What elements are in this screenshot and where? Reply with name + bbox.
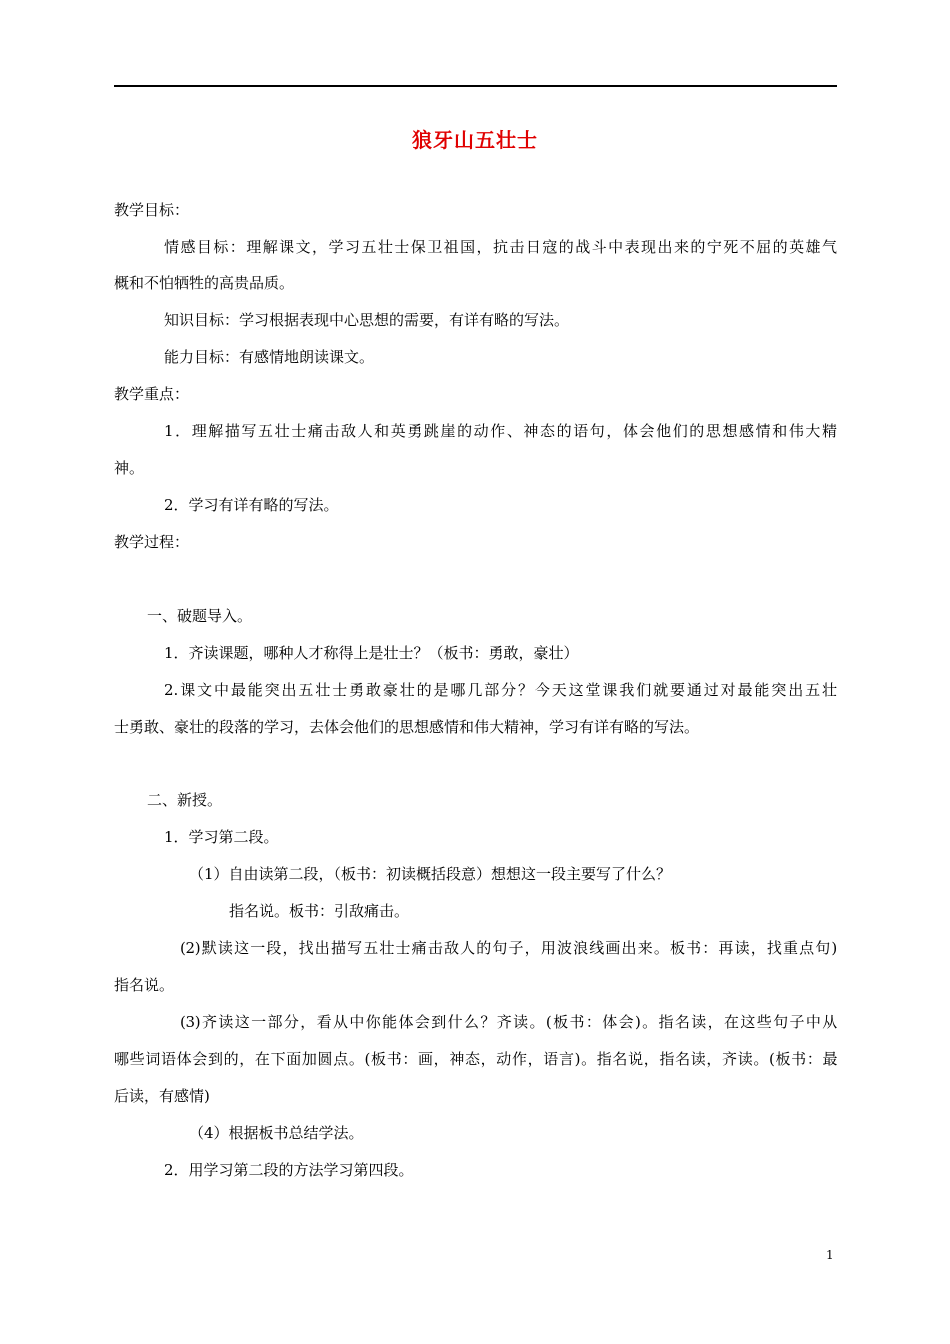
paragraph-line: 1．齐读课题，哪种人才称得上是壮士？（板书：勇敢，豪壮） bbox=[164, 644, 579, 662]
subsection-heading: 二、新授。 bbox=[147, 791, 223, 809]
paragraph-line: 知识目标：学习根据表现中心思想的需要，有详有略的写法。 bbox=[164, 311, 570, 329]
header-rule bbox=[114, 85, 837, 87]
page-number: 1 bbox=[826, 1248, 834, 1262]
paragraph-line: （4）根据板书总结学法。 bbox=[189, 1124, 364, 1142]
paragraph-line: 2．学习有详有略的写法。 bbox=[164, 496, 339, 514]
section-heading-objectives: 教学目标： bbox=[114, 201, 190, 219]
paragraph-line: 后读，有感情) bbox=[114, 1087, 210, 1105]
section-heading-process: 教学过程： bbox=[114, 533, 190, 551]
paragraph-line: 2.课文中最能突出五壮士勇敢豪壮的是哪几部分？今天这堂课我们就要通过对最能突出五壮 bbox=[164, 681, 837, 699]
paragraph-line: 指名说。板书：引敌痛击。 bbox=[229, 902, 410, 920]
paragraph-line: 概和不怕牺牲的高贵品质。 bbox=[114, 274, 295, 292]
paragraph-line: 1．理解描写五壮士痛击敌人和英勇跳崖的动作、神态的语句，体会他们的思想感情和伟大精 bbox=[164, 422, 837, 440]
paragraph-line: 能力目标：有感情地朗读课文。 bbox=[164, 348, 375, 366]
subsection-heading: 一、破题导入。 bbox=[147, 607, 253, 625]
paragraph-line: 士勇敢、豪壮的段落的学习，去体会他们的思想感情和伟大精神，学习有详有略的写法。 bbox=[114, 718, 700, 736]
document-title: 狼牙山五壮士 bbox=[412, 128, 538, 152]
paragraph-line: 神。 bbox=[114, 459, 145, 477]
paragraph-line: 2．用学习第二段的方法学习第四段。 bbox=[164, 1161, 414, 1179]
paragraph-line: (2)默读这一段，找出描写五壮士痛击敌人的句子，用波浪线画出来。板书：再读，找重点句) bbox=[180, 939, 837, 957]
paragraph-line: 指名说。 bbox=[114, 976, 175, 994]
paragraph-line: (3)齐读这一部分，看从中你能体会到什么？齐读。(板书：体会)。指名读，在这些句子中从 bbox=[180, 1013, 837, 1031]
section-heading-key-points: 教学重点： bbox=[114, 385, 190, 403]
paragraph-line: 哪些词语体会到的，在下面加圆点。(板书：画，神态，动作，语言)。指名说，指名读，齐读。(板书：最 bbox=[114, 1050, 837, 1068]
paragraph-line: （1）自由读第二段，（板书：初读概括段意）想想这一段主要写了什么？ bbox=[189, 865, 672, 883]
paragraph-line: 1．学习第二段。 bbox=[164, 828, 279, 846]
paragraph-line: 情感目标：理解课文，学习五壮士保卫祖国，抗击日寇的战斗中表现出来的宁死不屈的英雄气 bbox=[164, 238, 837, 256]
